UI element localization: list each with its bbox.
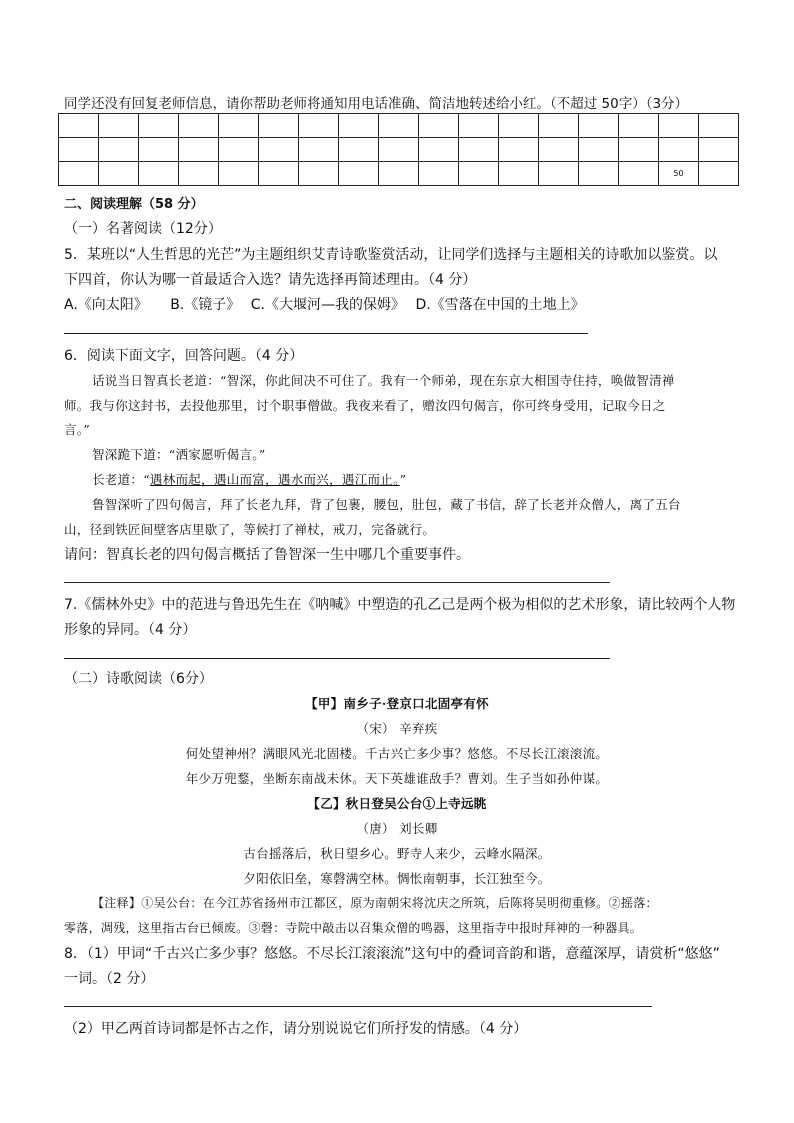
poem-b-author: （唐） 刘长卿: [356, 821, 438, 836]
grid-row: [59, 114, 739, 138]
grid-cell[interactable]: [459, 162, 499, 186]
grid-cell[interactable]: [419, 162, 459, 186]
grid-cell[interactable]: [299, 162, 339, 186]
q5-answer-line[interactable]: [64, 333, 588, 334]
poem-a-line2: 年少万兜鍪，坐断东南战未休。天下英雄谁敌手？曹刘。生子当如孙仲谋。: [185, 771, 609, 786]
grid-cell[interactable]: [699, 114, 739, 138]
grid-row: [59, 138, 739, 162]
q8-answer-line[interactable]: [64, 1006, 652, 1007]
notes-line2: 零落，凋残，这里指古台已倾废。③磬：寺院中敲击以召集众僧的鸣器，这里指寺中报时拜神的一种器具。: [64, 921, 643, 935]
grid-cell[interactable]: [59, 162, 99, 186]
q6-passage-p1-line3: 言。”: [64, 422, 91, 437]
q6-passage-p4-line1: 鲁智深听了四句偈言，拜了长老九拜，背了包裹，腰包，肚包，藏了书信，辞了长老并众僧人，离了五台: [92, 497, 681, 512]
grid-cell[interactable]: [179, 114, 219, 138]
grid-cell[interactable]: [499, 114, 539, 138]
grid-row: [59, 162, 739, 186]
grid-cell[interactable]: [299, 138, 339, 162]
grid-cell[interactable]: [339, 162, 379, 186]
q6-title: 6．阅读下面文字，回答问题。（4 分）: [64, 348, 304, 364]
grid-cell[interactable]: [659, 114, 699, 138]
grid-cell[interactable]: [99, 138, 139, 162]
grid-cell[interactable]: [459, 138, 499, 162]
q6-quote-close: ”: [399, 472, 407, 487]
q5-option-a[interactable]: A.《向太阳》: [64, 297, 148, 313]
answer-grid[interactable]: [58, 113, 739, 186]
q6-passage-p1-line2: 师。我与你这封书，去投他那里，讨个职事僧做。我夜来看了，赠汝四句偈言，你可终身受用，记取今日之: [64, 398, 666, 413]
grid-cell[interactable]: [99, 114, 139, 138]
q5-option-d[interactable]: D.《雪落在中国的土地上》: [415, 297, 585, 313]
poem-a-author: （宋） 辛弃疾: [356, 721, 438, 736]
grid-cell[interactable]: [579, 138, 619, 162]
grid-cell[interactable]: [99, 162, 139, 186]
grid-cell[interactable]: [379, 138, 419, 162]
q6-passage-p4-line2: 山，径到铁匠间壁客店里歇了，等候打了禅杖，戒刀，完备就行。: [64, 522, 436, 537]
q5-options: [64, 294, 585, 314]
grid-cell[interactable]: [139, 138, 179, 162]
q4-instruction: 同学还没有回复老师信息，请你帮助老师将通知用电话准确、简洁地转述给小红。（不超过 50字）（3分）: [64, 96, 689, 112]
grid-cell[interactable]: [699, 138, 739, 162]
q7-answer-line[interactable]: [64, 658, 610, 659]
grid-cell[interactable]: [539, 162, 579, 186]
grid-cell[interactable]: [619, 138, 659, 162]
grid-cell[interactable]: [339, 114, 379, 138]
q8-part2: （2）甲乙两首诗词都是怀古之作，请分别说说它们所抒发的情感。（4 分）: [64, 1021, 528, 1037]
notes-line1: 【注释】①吴公台：在今江苏省扬州市江都区，原为南朝宋将沈庆之所筑，后陈将吴明彻重修。②摇落：: [92, 896, 658, 910]
grid-cell[interactable]: [379, 114, 419, 138]
part-title-classics: （一）名著阅读（12分）: [64, 221, 222, 237]
q5-option-b[interactable]: B.《镜子》: [170, 297, 241, 313]
grid-cell[interactable]: [259, 114, 299, 138]
poem-a-line1: 何处望神州？满眼风光北固楼。千古兴亡多少事？悠悠。不尽长江滚滚流。: [185, 746, 609, 761]
q8-line1: 8．（1）甲词“千古兴亡多少事？悠悠。不尽长江滚滚流”这句中的叠词音韵和谐，意蕴深厚，请赏析“悠悠”: [64, 946, 720, 962]
grid-cell[interactable]: [139, 162, 179, 186]
grid-cell[interactable]: [59, 114, 99, 138]
q7-line1: 7.《儒林外史》中的范进与鲁迅先生在《呐喊》中塑造的孔乙己是两个极为相似的艺术形象，请比较两个人物: [64, 597, 736, 613]
grid-cell[interactable]: [339, 138, 379, 162]
q6-elder-says: 长老道：“: [92, 472, 150, 487]
grid-cell[interactable]: [699, 162, 739, 186]
grid-cell[interactable]: [579, 114, 619, 138]
grid-cell[interactable]: [139, 114, 179, 138]
poem-a-title: 【甲】南乡子·登京口北固亭有怀: [305, 696, 489, 711]
grid-cell[interactable]: [219, 138, 259, 162]
q5-line2: 下四首，你认为哪一首最适合入选？请先选择再简述理由。（4 分）: [64, 272, 477, 288]
grid-cell[interactable]: [379, 162, 419, 186]
grid-cell[interactable]: [539, 138, 579, 162]
q8-line2: 一词。（2 分）: [64, 971, 155, 987]
grid-cell[interactable]: [59, 138, 99, 162]
q6-question: 请问：智真长老的四句偈言概括了鲁智深一生中哪几个重要事件。: [64, 547, 470, 563]
grid-cell[interactable]: [619, 162, 659, 186]
grid-cell[interactable]: [579, 162, 619, 186]
q6-passage-p2: 智深跪下道：“洒家愿听偈言。”: [92, 447, 266, 462]
poem-b-line2: 夕阳依旧垒，寒磬满空林。惆怅南朝事，长江独至今。: [243, 871, 551, 886]
grid-cell[interactable]: [179, 138, 219, 162]
grid-cell[interactable]: [259, 162, 299, 186]
q5-option-c[interactable]: C.《大堰河—我的保姆》: [250, 297, 405, 313]
grid-cell[interactable]: [619, 114, 659, 138]
grid-cell[interactable]: [499, 138, 539, 162]
grid-cell[interactable]: [219, 114, 259, 138]
grid-cell[interactable]: [459, 114, 499, 138]
part-title-poetry: （二）诗歌阅读（6分）: [64, 671, 213, 687]
q6-answer-line[interactable]: [64, 582, 610, 583]
q6-passage-p1-line1: 话说当日智真长老道：“智深，你此间决不可住了。我有一个师弟，现在东京大相国寺住持，唤做智清禅: [92, 373, 675, 388]
section-title: 二、阅读理解（58 分）: [64, 197, 204, 212]
grid-cell[interactable]: [499, 162, 539, 186]
grid-cell[interactable]: [219, 162, 259, 186]
q7-line2: 形象的异同。（4 分）: [64, 622, 197, 638]
grid-cell[interactable]: [299, 114, 339, 138]
q6-passage-p3: [92, 470, 406, 488]
poem-b-line1: 古台摇落后，秋日望乡心。野寺人来少，云峰水隔深。: [243, 846, 551, 861]
poem-b-title: 【乙】秋日登吴公台①上寺远眺: [307, 796, 487, 811]
grid-cell[interactable]: [259, 138, 299, 162]
grid-cell[interactable]: [419, 138, 459, 162]
grid-cell[interactable]: [659, 138, 699, 162]
grid-cell[interactable]: [179, 162, 219, 186]
grid-cell[interactable]: [419, 114, 459, 138]
q6-verse-underlined: 遇林而起，遇山而富，遇水而兴，遇江而止。: [149, 472, 400, 487]
grid-cell-50-marker[interactable]: 50: [659, 162, 699, 186]
grid-cell[interactable]: [539, 114, 579, 138]
q5-line1: 5．某班以“人生哲思的光芒”为主题组织艾青诗歌鉴赏活动，让同学们选择与主题相关的诗歌加以鉴赏。以: [64, 247, 718, 263]
